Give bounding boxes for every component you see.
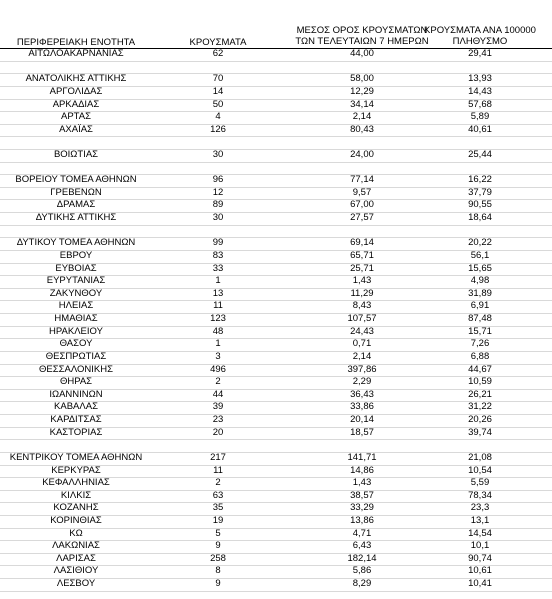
- cell-7day-average: 2,29: [352, 376, 372, 388]
- cell-cases: 70: [212, 73, 224, 85]
- cell-cases: 83: [212, 249, 224, 261]
- cell-7day-average: 25,71: [350, 262, 374, 274]
- cell-cases: 2: [215, 376, 221, 388]
- table-row: [0, 338, 552, 350]
- cell-7day-average: 69,14: [350, 237, 374, 249]
- table-row: [0, 263, 552, 275]
- cell-cases-per-100k: 20,22: [468, 237, 492, 249]
- cell-region: ΔΥΤΙΚΗΣ ΑΤΤΙΚΗΣ: [35, 212, 117, 224]
- cell-cases-per-100k: 14,43: [468, 85, 492, 97]
- cell-region: ΑΝΑΤΟΛΙΚΗΣ ΑΤΤΙΚΗΣ: [25, 73, 127, 85]
- cell-cases: 62: [212, 48, 224, 59]
- cell-7day-average: 0,71: [352, 338, 372, 350]
- cell-7day-average: 80,43: [350, 123, 374, 135]
- table-row: [0, 528, 552, 540]
- cell-cases-per-100k: 31,89: [468, 287, 492, 299]
- cell-cases-per-100k: 13,1: [470, 514, 490, 526]
- cell-7day-average: 67,00: [350, 199, 374, 211]
- table-row: [0, 99, 552, 111]
- cell-cases: 99: [212, 237, 224, 249]
- cell-cases: 63: [212, 489, 224, 501]
- cell-region: ΕΥΒΟΙΑΣ: [55, 262, 97, 274]
- cell-cases-per-100k: 57,68: [468, 98, 492, 110]
- cell-cases: 30: [212, 212, 224, 224]
- header-cases: ΚΡΟΥΣΜΑΤΑ: [189, 37, 247, 48]
- header-region: ΠΕΡΙΦΕΡΕΙΑΚΗ ΕΝΟΤΗΤΑ: [16, 37, 136, 48]
- header-7day-average-line2: ΤΩΝ ΤΕΛΕΥΤΑΙΩΝ 7 ΗΜΕΡΩΝ: [295, 36, 429, 47]
- cell-cases: 4: [215, 111, 221, 123]
- cell-region: ΘΕΣΣΑΛΟΝΙΚΗΣ: [39, 363, 113, 375]
- cell-7day-average: 77,14: [350, 174, 374, 186]
- cell-cases: 9: [215, 578, 221, 589]
- cell-cases: 8: [215, 565, 221, 577]
- table-row: [0, 389, 552, 401]
- table-row: [0, 187, 552, 199]
- cell-cases: 96: [212, 174, 224, 186]
- cell-cases-per-100k: 40,61: [468, 123, 492, 135]
- row-gridline: [0, 136, 552, 137]
- cell-cases-per-100k: 5,59: [470, 477, 490, 489]
- table-row: [0, 401, 552, 413]
- cell-7day-average: 27,57: [350, 212, 374, 224]
- table-row: [0, 502, 552, 514]
- cell-cases-per-100k: 15,65: [468, 262, 492, 274]
- table-row: [0, 553, 552, 565]
- cell-region: ΕΒΡΟΥ: [59, 249, 93, 261]
- table-row: [0, 86, 552, 98]
- cell-7day-average: 5,86: [352, 565, 372, 577]
- cell-region: ΚΕΝΤΡΙΚΟΥ ΤΟΜΕΑ ΑΘΗΝΩΝ: [9, 451, 143, 463]
- cell-cases-per-100k: 37,79: [468, 186, 492, 198]
- cell-cases: 44: [212, 388, 224, 400]
- cell-7day-average: 2,14: [352, 350, 372, 362]
- cell-cases-per-100k: 13,93: [468, 73, 492, 85]
- cell-cases: 5: [215, 527, 221, 539]
- cell-cases: 9: [215, 540, 221, 552]
- table-row: [0, 212, 552, 224]
- cell-cases: 13: [212, 287, 224, 299]
- cell-cases-per-100k: 90,55: [468, 199, 492, 211]
- cell-region: ΗΡΑΚΛΕΙΟΥ: [49, 325, 103, 337]
- cell-region: ΘΑΣΟΥ: [59, 338, 93, 350]
- cell-cases: 12: [212, 186, 224, 198]
- cell-7day-average: 6,43: [352, 540, 372, 552]
- cell-region: ΚΟΖΑΝΗΣ: [53, 502, 99, 514]
- cell-cases: 33: [212, 262, 224, 274]
- table-row: [0, 351, 552, 363]
- cell-region: ΚΑΡΔΙΤΣΑΣ: [50, 414, 102, 425]
- cell-cases: 1: [215, 338, 221, 350]
- cell-region: ΛΑΡΙΣΑΣ: [56, 552, 96, 564]
- cell-cases: 35: [212, 502, 224, 514]
- cell-cases-per-100k: 15,71: [468, 325, 492, 337]
- table-row: [0, 326, 552, 338]
- cell-region: ΑΡΤΑΣ: [61, 111, 91, 123]
- row-gridline: [0, 162, 552, 163]
- cell-7day-average: 44,00: [350, 48, 374, 59]
- cell-7day-average: 18,57: [350, 426, 374, 438]
- cell-7day-average: 182,14: [347, 552, 377, 564]
- cell-cases-per-100k: 56,1: [470, 249, 490, 261]
- table-row: [0, 490, 552, 502]
- cell-cases: 39: [212, 401, 224, 413]
- cell-7day-average: 1,43: [352, 275, 372, 287]
- table-row: [0, 540, 552, 552]
- cell-cases-per-100k: 29,41: [468, 48, 492, 59]
- cell-cases: 14: [212, 85, 224, 97]
- table-row: [0, 48, 552, 60]
- cell-region: ΚΑΒΑΛΑΣ: [54, 401, 98, 413]
- cell-cases: 2: [215, 477, 221, 489]
- cell-region: ΚΙΛΚΙΣ: [60, 489, 92, 501]
- cell-cases-per-100k: 39,74: [468, 426, 492, 438]
- cell-region: ΑΡΓΟΛΙΔΑΣ: [49, 85, 103, 97]
- cell-region: ΛΑΣΙΘΙΟΥ: [53, 565, 99, 577]
- cell-7day-average: 1,43: [352, 477, 372, 489]
- cell-cases: 48: [212, 325, 224, 337]
- cell-7day-average: 14,86: [350, 464, 374, 476]
- cell-region: ΔΥΤΙΚΟΥ ΤΟΜΕΑ ΑΘΗΝΩΝ: [16, 237, 136, 249]
- cell-region: ΕΥΡΥΤΑΝΙΑΣ: [46, 275, 106, 287]
- cell-cases-per-100k: 20,26: [468, 414, 492, 425]
- cell-7day-average: 38,57: [350, 489, 374, 501]
- cell-cases-per-100k: 6,88: [470, 350, 490, 362]
- cell-region: ΔΡΑΜΑΣ: [56, 199, 96, 211]
- cell-cases-per-100k: 31,22: [468, 401, 492, 413]
- cell-cases-per-100k: 10,61: [468, 565, 492, 577]
- table-row: [0, 237, 552, 249]
- cell-7day-average: 8,43: [352, 300, 372, 312]
- cell-region: ΒΟΙΩΤΙΑΣ: [53, 149, 99, 160]
- table-row: [0, 313, 552, 325]
- cell-cases: 11: [213, 464, 223, 476]
- cell-region: ΙΩΑΝΝΙΝΩΝ: [49, 388, 103, 400]
- cell-cases: 89: [212, 199, 224, 211]
- cell-cases: 11: [213, 300, 223, 312]
- cell-region: ΑΧΑΪΑΣ: [59, 123, 93, 135]
- header-cases-per-100k: [414, 25, 546, 47]
- cell-7day-average: 58,00: [350, 73, 374, 85]
- cell-cases: 3: [215, 350, 221, 362]
- cell-7day-average: 397,86: [347, 363, 377, 375]
- cell-cases-per-100k: 44,67: [468, 363, 492, 375]
- header-7day-average-line1: ΜΕΣΟΣ ΟΡΟΣ ΚΡΟΥΣΜΑΤΩΝ: [296, 25, 428, 36]
- table-row: [0, 427, 552, 439]
- table-row: [0, 149, 552, 161]
- cell-cases: 496: [210, 363, 226, 375]
- cell-7day-average: 20,14: [350, 414, 374, 425]
- cell-cases-per-100k: 26,21: [468, 388, 492, 400]
- table-row: [0, 414, 552, 426]
- row-gridline: [0, 225, 552, 226]
- cell-7day-average: 9,57: [352, 186, 372, 198]
- cell-region: ΗΜΑΘΙΑΣ: [54, 313, 98, 324]
- cell-cases-per-100k: 25,44: [468, 149, 492, 160]
- cell-7day-average: 24,00: [350, 149, 374, 160]
- cell-region: ΓΡΕΒΕΝΩΝ: [50, 186, 102, 198]
- table-row: [0, 174, 552, 186]
- cell-cases: 123: [210, 313, 226, 324]
- table-row: [0, 364, 552, 376]
- cell-cases: 19: [212, 514, 224, 526]
- cell-region: ΚΕΡΚΥΡΑΣ: [51, 464, 101, 476]
- cell-cases: 50: [212, 98, 224, 110]
- cell-7day-average: 2,14: [352, 111, 372, 123]
- row-gridline: [0, 591, 552, 592]
- cell-7day-average: 34,14: [350, 98, 374, 110]
- cell-cases-per-100k: 10,1: [470, 540, 490, 552]
- cell-7day-average: 65,71: [350, 249, 374, 261]
- table-row: [0, 477, 552, 489]
- cell-7day-average: 33,86: [350, 401, 374, 413]
- cell-region: ΑΙΤΩΛΟΑΚΑΡΝΑΝΙΑΣ: [28, 48, 124, 59]
- cell-region: ΖΑΚΥΝΘΟΥ: [49, 287, 103, 299]
- cell-cases-per-100k: 21,08: [468, 451, 492, 463]
- cell-region: ΑΡΚΑΔΙΑΣ: [52, 98, 100, 110]
- cell-cases-per-100k: 4,98: [470, 275, 490, 287]
- header-cases-per-100k-line2: ΠΛΗΘΥΣΜΟ: [452, 36, 508, 47]
- cell-7day-average: 141,71: [347, 451, 377, 463]
- table-row: [0, 275, 552, 287]
- cell-region: ΛΑΚΩΝΙΑΣ: [52, 540, 100, 552]
- table-row: [0, 288, 552, 300]
- cell-cases-per-100k: 16,22: [468, 174, 492, 186]
- cell-7day-average: 8,29: [352, 578, 372, 589]
- table-row: [0, 465, 552, 477]
- cell-region: ΗΛΕΙΑΣ: [58, 300, 94, 312]
- cell-7day-average: 4,71: [352, 527, 372, 539]
- cell-cases-per-100k: 23,3: [470, 502, 490, 514]
- table-row: [0, 578, 552, 590]
- cell-cases: 126: [210, 123, 226, 135]
- cell-cases-per-100k: 18,64: [468, 212, 492, 224]
- cell-cases: 30: [212, 149, 224, 160]
- cell-cases-per-100k: 10,54: [468, 464, 492, 476]
- table-row: [0, 300, 552, 312]
- cell-region: ΒΟΡΕΙΟΥ ΤΟΜΕΑ ΑΘΗΝΩΝ: [15, 174, 137, 186]
- cell-7day-average: 13,86: [350, 514, 374, 526]
- cell-region: ΛΕΣΒΟΥ: [56, 578, 96, 589]
- cell-cases: 258: [210, 552, 226, 564]
- table-row: [0, 452, 552, 464]
- cell-region: ΚΕΦΑΛΛΗΝΙΑΣ: [42, 477, 110, 489]
- row-gridline: [0, 439, 552, 440]
- cell-7day-average: 11,29: [350, 287, 374, 299]
- cell-cases-per-100k: 5,89: [470, 111, 490, 123]
- table-row: [0, 565, 552, 577]
- cell-cases-per-100k: 10,59: [468, 376, 492, 388]
- table-row: [0, 199, 552, 211]
- cell-cases-per-100k: 14,54: [468, 527, 492, 539]
- cell-7day-average: 107,57: [347, 313, 377, 324]
- cell-cases-per-100k: 78,34: [468, 489, 492, 501]
- cell-cases-per-100k: 10,41: [468, 578, 492, 589]
- cell-cases-per-100k: 90,74: [468, 552, 492, 564]
- table-row: [0, 111, 552, 123]
- cell-7day-average: 33,29: [350, 502, 374, 514]
- cell-7day-average: 12,29: [350, 85, 374, 97]
- cell-7day-average: 36,43: [350, 388, 374, 400]
- cell-region: ΚΑΣΤΟΡΙΑΣ: [49, 426, 103, 438]
- cell-cases-per-100k: 7,26: [470, 338, 490, 350]
- cell-cases: 217: [210, 451, 226, 463]
- table-row: [0, 250, 552, 262]
- cell-region: ΘΗΡΑΣ: [59, 376, 93, 388]
- cell-cases: 20: [212, 426, 224, 438]
- cell-region: ΚΩ: [69, 527, 83, 539]
- table-row: [0, 515, 552, 527]
- header-cases-per-100k-line1: ΚΡΟΥΣΜΑΤΑ ΑΝΑ 100000: [424, 25, 536, 36]
- cell-cases-per-100k: 87,48: [468, 313, 492, 324]
- cell-7day-average: 24,43: [350, 325, 374, 337]
- table-row: [0, 376, 552, 388]
- cell-cases: 1: [215, 275, 221, 287]
- row-gridline: [0, 61, 552, 62]
- table-row: [0, 124, 552, 136]
- cell-cases-per-100k: 6,91: [470, 300, 490, 312]
- cell-region: ΚΟΡΙΝΘΙΑΣ: [50, 514, 102, 526]
- cell-region: ΘΕΣΠΡΩΤΙΑΣ: [45, 350, 107, 362]
- cell-cases: 23: [212, 414, 224, 425]
- table-row: [0, 73, 552, 85]
